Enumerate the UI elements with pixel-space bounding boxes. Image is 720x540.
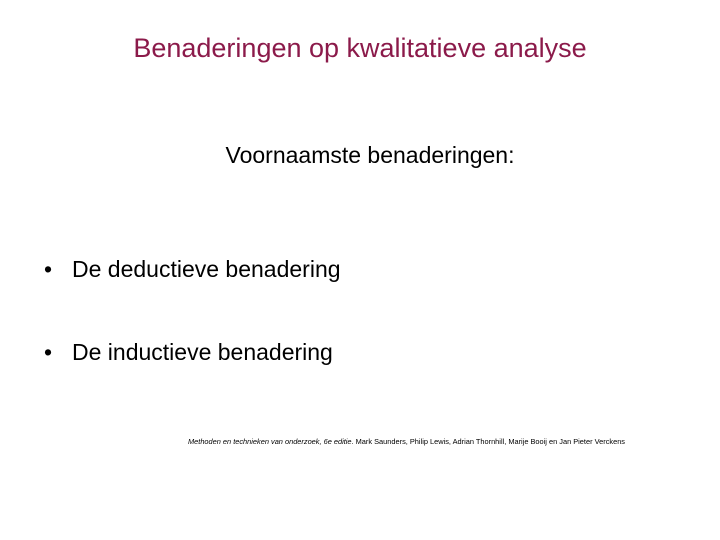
footnote-book-title: Methoden en technieken van onderzoek, 6e editie (188, 437, 352, 446)
bullet-item-inductive (44, 335, 684, 369)
bullet-item-deductive (44, 252, 684, 286)
bullet-text: De deductieve benadering (72, 256, 341, 282)
source-footnote (188, 437, 708, 447)
slide-subtitle: Voornaamste benaderingen: (225, 142, 515, 168)
bullet-text: De inductieve benadering (72, 339, 333, 365)
slide-title: Benaderingen op kwalitatieve analyse (133, 33, 587, 63)
bullet-icon: • (44, 256, 53, 282)
bullet-list (44, 252, 684, 369)
footnote-authors: . Mark Saunders, Philip Lewis, Adrian Thornhill, Marije Booij en Jan Pieter Verckens (351, 437, 625, 446)
bullet-icon: • (44, 339, 53, 365)
